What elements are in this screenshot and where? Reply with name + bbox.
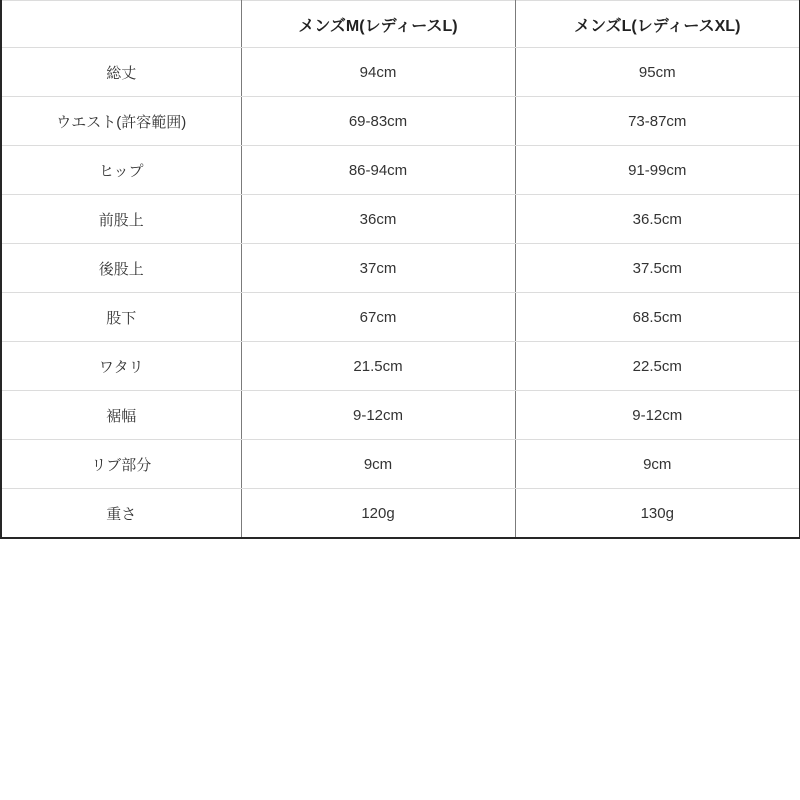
table-row [1,293,800,342]
size-value: 9cm [241,440,515,489]
size-value: 95cm [515,48,800,97]
row-label: ウエスト(許容範囲) [1,97,241,146]
size-value: 91-99cm [515,146,800,195]
table-row [1,146,800,195]
size-value: 120g [241,489,515,539]
size-value: 9-12cm [515,391,800,440]
column-header-mens-m: メンズM(レディースL) [241,1,515,48]
size-value: 37cm [241,244,515,293]
row-label: ヒップ [1,146,241,195]
size-value: 68.5cm [515,293,800,342]
table-row [1,195,800,244]
table-row [1,244,800,293]
size-value: 94cm [241,48,515,97]
header-row [1,1,800,48]
size-value: 36cm [241,195,515,244]
size-value: 21.5cm [241,342,515,391]
size-value: 9cm [515,440,800,489]
size-value: 37.5cm [515,244,800,293]
row-label: ワタリ [1,342,241,391]
row-label: 股下 [1,293,241,342]
row-label: 後股上 [1,244,241,293]
size-value: 69-83cm [241,97,515,146]
size-chart-body [1,48,800,539]
table-row [1,97,800,146]
row-label: リブ部分 [1,440,241,489]
table-row [1,48,800,97]
size-value: 36.5cm [515,195,800,244]
size-value: 9-12cm [241,391,515,440]
size-value: 73-87cm [515,97,800,146]
column-header-blank [1,1,241,48]
size-value: 67cm [241,293,515,342]
size-value: 86-94cm [241,146,515,195]
row-label: 裾幅 [1,391,241,440]
row-label: 前股上 [1,195,241,244]
size-chart-header [1,1,800,48]
size-value: 130g [515,489,800,539]
row-label: 総丈 [1,48,241,97]
table-row [1,440,800,489]
table-row [1,342,800,391]
row-label: 重さ [1,489,241,539]
column-header-mens-l: メンズL(レディースXL) [515,1,800,48]
table-row [1,489,800,539]
table-row [1,391,800,440]
size-value: 22.5cm [515,342,800,391]
